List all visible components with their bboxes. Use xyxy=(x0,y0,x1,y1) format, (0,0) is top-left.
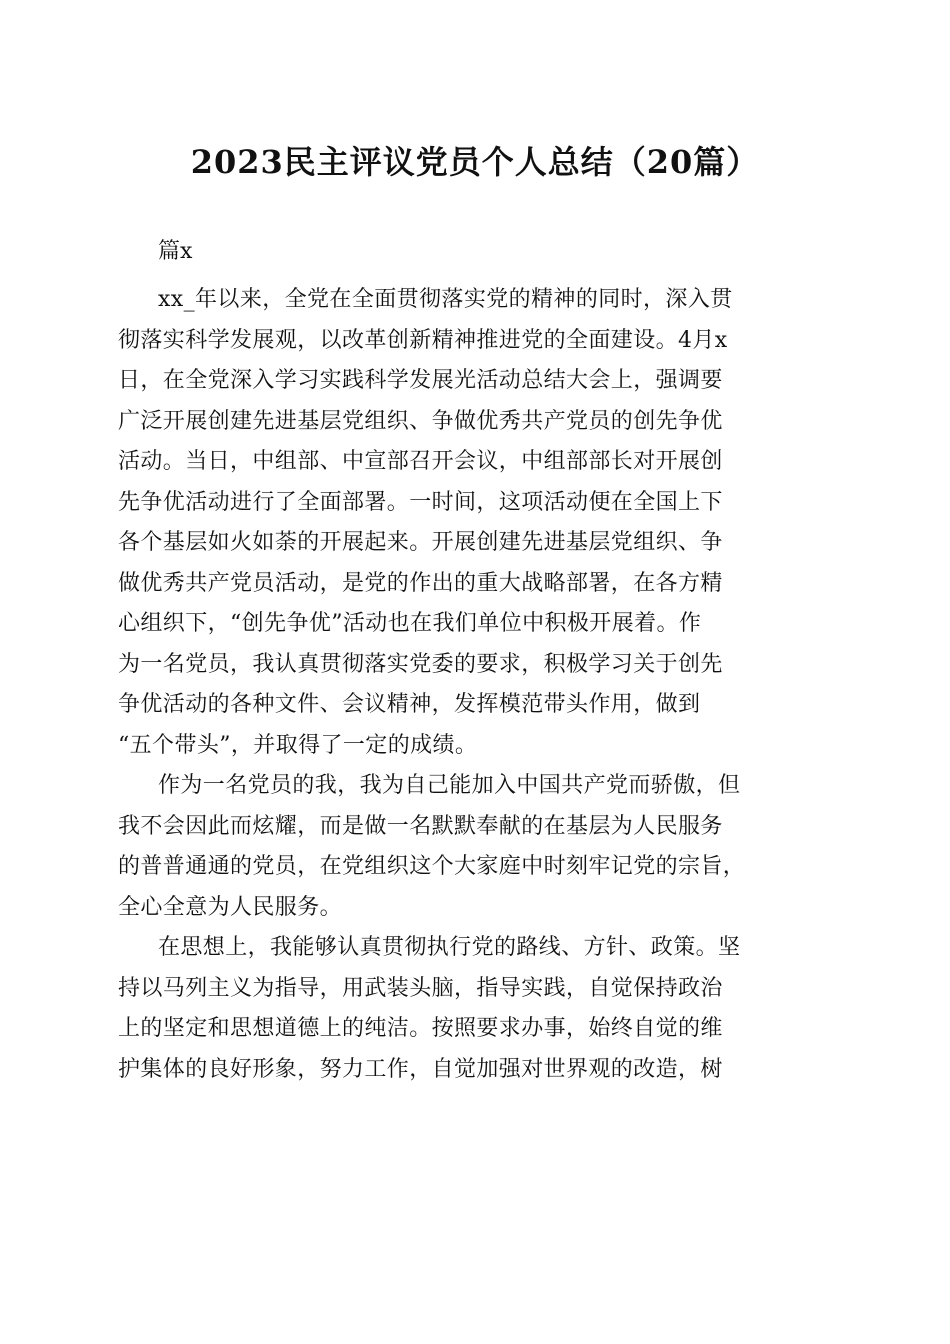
text-line: 护集体的良好形象，努力工作，自觉加强对世界观的改造，树 xyxy=(118,1056,723,1082)
text-line: 全心全意为人民服务。 xyxy=(118,894,343,920)
text-line: xx_年以来，全党在全面贯彻落实党的精神的同时，深入贯 xyxy=(158,287,733,312)
text-line: 先争优活动进行了全面部署。一时间，这项活动便在全国上下 xyxy=(118,489,723,515)
text-line: 为一名党员，我认真贯彻落实党委的要求，积极学习关于创先 xyxy=(118,651,723,677)
text-line: 我不会因此而炫耀，而是做一名默默奉献的在基层为人民服务 xyxy=(118,813,723,839)
text-line: 心组织下，“创先争优”活动也在我们单位中积极开展着。作 xyxy=(118,611,702,636)
text-line: 作为一名党员的我，我为自己能加入中国共产党而骄傲，但 xyxy=(158,773,741,798)
text-line: 争优活动的各种文件、会议精神，发挥模范带头作用，做到 xyxy=(118,692,701,717)
paragraph xyxy=(118,928,830,1090)
document-body xyxy=(118,280,830,1090)
document-title: 2023民主评议党员个人总结（20篇） xyxy=(190,143,760,181)
text-line: 持以马列主义为指导，用武装头脑，指导实践，自觉保持政治 xyxy=(118,975,723,1001)
text-line: “五个带头”，并取得了一定的成绩。 xyxy=(118,732,478,758)
section-label: 篇x xyxy=(158,239,193,264)
text-line: 各个基层如火如荼的开展起来。开展创建先进基层党组织、争 xyxy=(118,530,723,555)
text-line: 的普普通通的党员，在党组织这个大家庭中时刻牢记党的宗旨， xyxy=(118,854,746,879)
paragraph xyxy=(118,280,830,766)
text-line: 活动。当日，中组部、中宣部召开会议，中组部部长对开展创 xyxy=(118,449,723,474)
paragraph xyxy=(118,766,830,928)
text-line: 上的坚定和思想道德上的纯洁。按照要求办事，始终自觉的维 xyxy=(118,1016,723,1041)
text-line: 广泛开展创建先进基层党组织、争做优秀共产党员的创先争优 xyxy=(118,408,723,434)
text-line: 在思想上，我能够认真贯彻执行党的路线、方针、政策。坚 xyxy=(158,935,741,960)
text-line: 日，在全党深入学习实践科学发展光活动总结大会上，强调要 xyxy=(118,368,723,393)
text-line: 彻落实科学发展观，以改革创新精神推进党的全面建设。4月x xyxy=(118,327,728,353)
text-line: 做优秀共产党员活动，是党的作出的重大战略部署，在各方精 xyxy=(118,570,723,596)
